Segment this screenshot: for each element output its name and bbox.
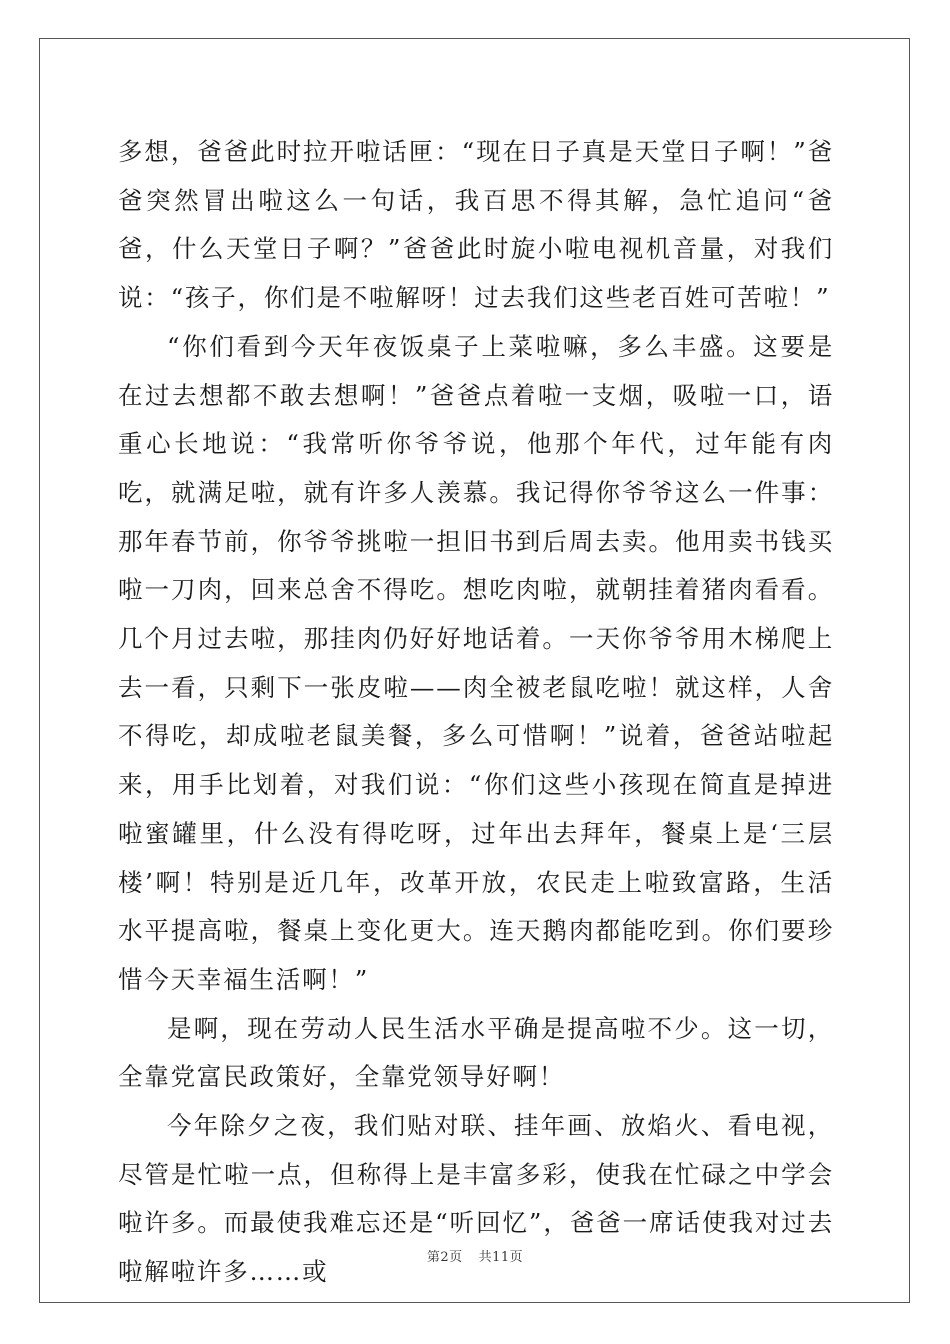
page-footer [0,1246,950,1265]
document-body [118,128,834,1297]
paragraph-continuation: 多想，爸爸此时拉开啦话匣：“现在日子真是天堂日子啊！”爸爸突然冒出啦这么一句话，我百思不得其解，急忙追问“爸爸，什么天堂日子啊？”爸爸此时旋小啦电视机音量，对我们说：“孩子，你们是不啦解呀！过去我们这些老百姓可苦啦！” [118,137,834,313]
paragraph: 今年除夕之夜，我们贴对联、挂年画、放焰火、看电视，尽管是忙啦一点，但称得上是丰富多彩，使我在忙碌之中学会啦许多。而最使我难忘还是“听回忆”，爸爸一席话使我对过去啦解啦许多……或 [118,1111,834,1287]
page-total: 共11页 [478,1250,524,1265]
paragraph: “你们看到今天年夜饭桌子上菜啦嘛，多么丰盛。这要是在过去想都不敢去想啊！”爸爸点着啦一支烟，吸啦一口，语重心长地说：“我常听你爷爷说，他那个年代，过年能有肉吃，就满足啦，就有许多人羡慕。我记得你爷爷这么一件事：那年春节前，你爷爷挑啦一担旧书到后周去卖。他用卖书钱买啦一刀肉，回来总舍不得吃。想吃肉啦，就朝挂着猪肉看看。几个月过去啦，那挂肉仍好好地话着。一天你爷爷用木梯爬上去一看，只剩下一张皮啦——肉全被老鼠吃啦！就这样，人舍不得吃，却成啦老鼠美餐，多么可惜啊！”说着，爸爸站啦起来，用手比划着，对我们说：“你们这些小孩现在简直是掉进啦蜜罐里，什么没有得吃呀，过年出去拜年，餐桌上是‘三层楼’啊！特别是近几年，改革开放，农民走上啦致富路，生活水平提高啦，餐桌上变化更大。连天鹅肉都能吃到。你们要珍惜今天幸福生活啊！” [118,331,834,994]
page-number: 第2页 [426,1250,463,1265]
paragraph: 是啊，现在劳动人民生活水平确是提高啦不少。这一切，全靠党富民政策好，全靠党领导好啊！ [118,1013,834,1092]
